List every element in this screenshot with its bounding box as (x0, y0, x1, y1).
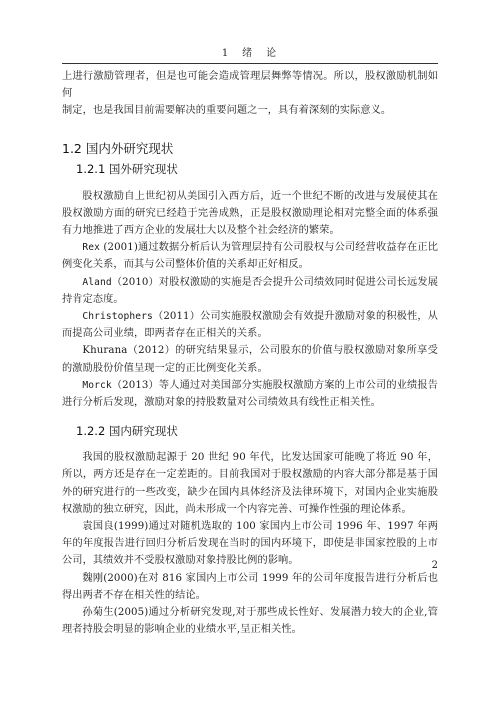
author-name: Rex (82, 242, 101, 254)
paragraph-text: （2010）对股权激励的实施是否会提升公司绩效同时促进公司长远发展持肯定态度。 (62, 276, 438, 305)
domestic-paragraph-3: 魏刚(2000)在对 816 家国内上市公司 1999 年的公司年度报告进行分析后也得出两者不存在相关性的结论。 (62, 572, 438, 601)
subsection-heading-foreign: 1.2.1 国外研究现状 (76, 161, 178, 176)
foreign-paragraph-2 (62, 239, 438, 273)
domestic-paragraph-2: 袁国良(1999)通过对随机选取的 100 家国内上市公司 1996 年、1997 年两年的年度报告进行回归分析后发现在当时的国内环境下，即使是非国家控股的上市公司，其绩效并不受股权激励对象持股比例的影响。 (62, 521, 438, 567)
author-name: Khurana (82, 345, 128, 357)
subsection-heading-domestic: 1.2.2 国内研究现状 (76, 424, 178, 439)
paragraph-text: （2011）公司实施股权激励会有效提升激励对象的积极性，从而提高公司业绩，即两者存在正相关的关系。 (62, 311, 438, 340)
page-body (62, 68, 438, 638)
foreign-paragraph-6 (62, 377, 438, 411)
author-name: Aland (82, 276, 112, 288)
header-rule (62, 63, 438, 64)
foreign-paragraph-4 (62, 308, 438, 342)
paragraph-text: （2013）等人通过对美国部分实施股权激励方案的上市公司的业绩报告进行分析后发现，激励对象的持股数量对公司绩效具有线性正相关性。 (62, 379, 438, 409)
paragraph-text: （2012）的研究结果显示，公司股东的价值与股权激励对象所享受的激励股份价值呈现一定的正比例变化关系。 (62, 345, 438, 374)
intro-line-2: 制定，也是我国目前需要解决的重要问题之一，具有着深刻的实际意义。 (62, 105, 392, 117)
author-name: Morck (82, 379, 112, 391)
domestic-paragraph-4: 孙菊生(2005)通过分析研究发现,对于那些成长性好、发展潜力较大的企业,管理者持股会明显的影响企业的业绩水平,呈正相关性。 (62, 607, 438, 636)
author-name: Christophers (82, 311, 153, 323)
domestic-paragraph-1: 我国的股权激励起源于 20 世纪 90 年代，比发达国家可能晚了将近 90 年，所以，两方还是存在一定差距的。目前我国对于股权激励的内容大部分都是基于国外的研究进行的一些改变，缺少在国内具体经济及法律环境下，对国内企业实施股权激励的独立研究，因此，尚未形成一个内容完善、可操作性强的理论体系。 (62, 452, 438, 515)
foreign-paragraph-1: 股权激励自上世纪初从美国引入西方后，近一个世纪不断的改进与发展使其在股权激励方面的研究已经趋于完善成熟，正是股权激励理论相对完整全面的体系强有力地推进了西方企业的发展壮大以及整个社会经济的繁荣。 (62, 190, 438, 237)
foreign-paragraph-5 (62, 342, 438, 376)
foreign-paragraph-3 (62, 274, 438, 308)
section-heading: 1.2 国内外研究现状 (62, 140, 174, 156)
paragraph-text: (2001)通过数据分析后认为管理层持有公司股权与公司经营收益存在正比例变化关系，而其与公司整体价值的关系却正好相反。 (62, 242, 438, 271)
page-number: 2 (431, 560, 438, 571)
intro-line-1: 上进行激励管理者，但是也可能会造成管理层舞弊等情况。所以，股权激励机制如何 (62, 71, 438, 100)
running-header: 1 绪 论 (221, 48, 279, 59)
